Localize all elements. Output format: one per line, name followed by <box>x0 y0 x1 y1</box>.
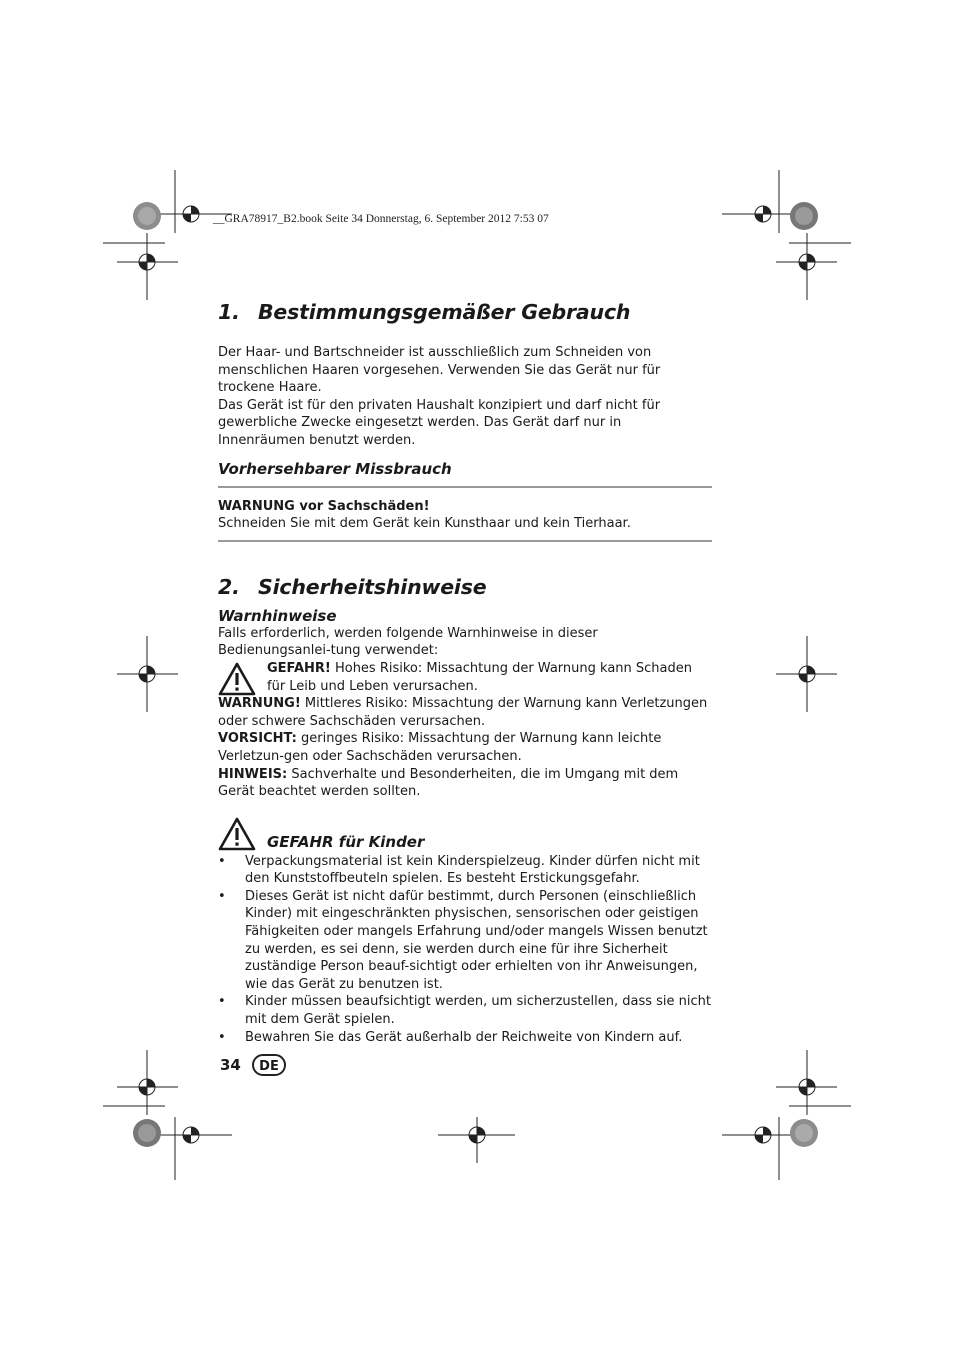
section1-paragraph-2: Das Gerät ist für den privaten Haushalt konzipiert und darf nicht für gewerbliche Zwecke eingesetzt werden. Das Gerät darf nur in Innenräumen benutzt werden. <box>218 397 661 448</box>
level-vorsicht: VORSICHT: geringes Risiko: Missachtung der Warnung kann leichte Verletzun-gen oder Sachschäden verursachen. <box>218 731 662 764</box>
level-warnung: WARNUNG! Mittleres Risiko: Missachtung der Warnung kann Verletzungen oder schwere Sachschäden verursachen. <box>218 696 708 729</box>
list-item: • Dieses Gerät ist nicht dafür bestimmt, durch Personen (einschließlich Kinder) mit eingeschränkten physischen, sensorischen oder geistigen Fähigkeiten oder mangels Erfahrung und/oder mangels Wissen benutzt zu werden, es sei denn, sie werden durch eine für ihre Sicherheit zuständige Person beauf-sichtigt oder erhielten von ihr Anweisungen, wie das Gerät zu benutzen ist. <box>218 888 708 992</box>
section1-title: Bestimmungsgemäßer Gebrauch <box>258 300 631 324</box>
warning-triangle-icon <box>218 817 256 851</box>
level-hinweis: HINWEIS: Sachverhalte und Besonderheiten, die im Umgang mit dem Gerät beachtet werden sollten. <box>218 766 679 800</box>
section1-number: 1. <box>218 300 240 324</box>
section2-title: Sicherheitshinweise <box>258 574 487 599</box>
section2-heading <box>218 575 712 599</box>
list-item: • Verpackungsmaterial ist kein Kinderspielzeug. Kinder dürfen nicht mit den Kunststoffbeuteln spielen. Es besteht Erstickungsgefahr. <box>218 853 700 887</box>
section2-subheading: Warnhinweise <box>218 606 337 625</box>
list-item: • Kinder müssen beaufsichtigt werden, um sicherzustellen, dass sie nicht mit dem Gerät spielen. <box>218 994 711 1028</box>
warning-text: Schneiden Sie mit dem Gerät kein Kunsthaar und kein Tierhaar. <box>218 516 631 532</box>
bullet-icon: • <box>218 994 226 1010</box>
level-gefahr: GEFAHR! Hohes Risiko: Missachtung der Warnung kann Schaden für Leib und Leben verursachen. <box>267 660 692 694</box>
bullet-icon: • <box>218 853 226 869</box>
list-item: • Bewahren Sie das Gerät außerhalb der Reichweite von Kindern auf. <box>218 1029 683 1045</box>
section2-number: 2. <box>218 574 240 599</box>
warning-title: WARNUNG vor Sachschäden! <box>218 498 430 514</box>
page-number: 34 <box>220 1056 241 1074</box>
section2-intro: Falls erforderlich, werden folgende Warnhinweise in dieser Bedienungsanlei-tung verwendet: <box>218 625 598 659</box>
language-badge: DE <box>252 1054 286 1076</box>
section1-heading <box>218 300 712 324</box>
gefahr-row <box>218 660 712 695</box>
bullet-icon: • <box>218 1029 226 1045</box>
section1-paragraph-1: Der Haar- und Bartschneider ist ausschließlich zum Schneiden von menschlichen Haaren vorgesehen. Verwenden Sie das Gerät nur für trockene Haare. <box>218 345 661 396</box>
warning-triangle-icon <box>218 662 256 696</box>
print-header-line: __GRA78917_B2.book Seite 34 Donnerstag, 6. September 2012 7:53 07 <box>213 213 549 225</box>
children-heading-row <box>218 817 712 853</box>
bullet-icon: • <box>218 888 226 904</box>
children-heading: GEFAHR für Kinder <box>267 832 425 851</box>
children-bullet-list <box>218 853 712 1047</box>
section1-subheading: Vorhersehbarer Missbrauch <box>218 459 452 478</box>
page-content <box>218 300 712 1046</box>
